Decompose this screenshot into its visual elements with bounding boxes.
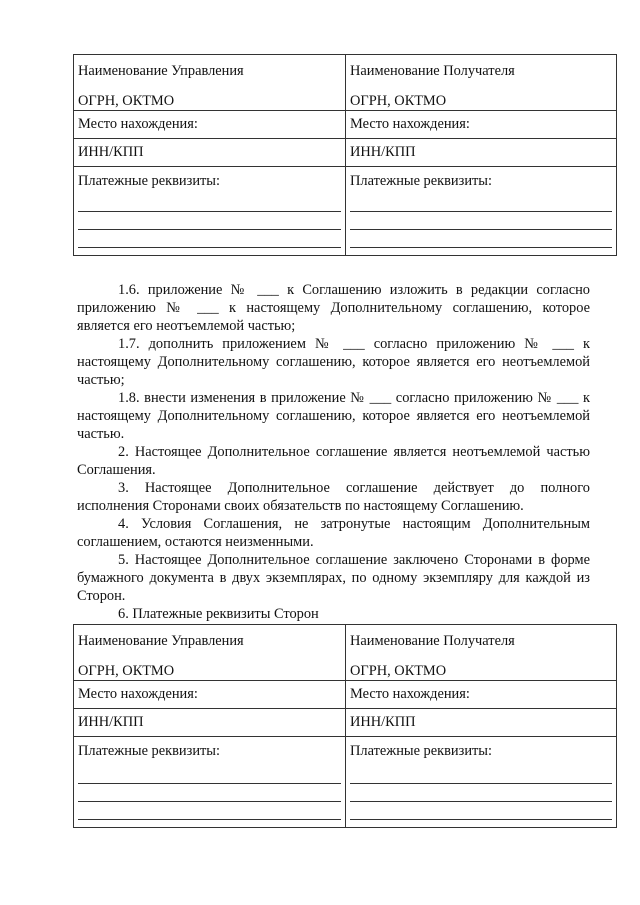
payment-details-label: Платежные реквизиты: — [350, 743, 492, 759]
paragraph-1-7: 1.7. дополнить приложением № ___ согласно приложению № ___ к настоящему Дополнительному соглашению, которое является его неотъемлемой частью; — [77, 336, 590, 388]
location-label: Место нахождения: — [350, 116, 470, 132]
right-location-cell — [346, 111, 617, 139]
fill-line — [350, 801, 612, 802]
fill-line — [78, 247, 341, 248]
inn-kpp-label: ИНН/КПП — [78, 714, 144, 730]
left-name-cell — [74, 625, 346, 681]
left-inn-cell — [74, 139, 346, 167]
left-location-cell — [74, 111, 346, 139]
fill-line — [78, 783, 341, 784]
payment-details-label: Платежные реквизиты: — [350, 173, 492, 189]
fill-line — [78, 211, 341, 212]
recipient-name-label: Наименование Получателя — [350, 633, 515, 649]
ogrn-oktmo-label: ОГРН, ОКТМО — [78, 93, 175, 109]
left-location-cell — [74, 681, 346, 709]
ogrn-oktmo-label: ОГРН, ОКТМО — [350, 93, 447, 109]
fill-line — [78, 801, 341, 802]
fill-line — [350, 783, 612, 784]
fill-line — [350, 211, 612, 212]
paragraph-3: 3. Настоящее Дополнительное соглашение действует до полного исполнения Сторонами своих обязательств по настоящему Соглашению. — [77, 480, 590, 514]
fill-line — [78, 819, 341, 820]
right-name-cell — [346, 55, 617, 111]
paragraph-1-8: 1.8. внести изменения в приложение № ___ согласно приложению № ___ к настоящему Дополнительному соглашению, которое является его неотъемлемой частью. — [77, 390, 590, 442]
inn-kpp-label: ИНН/КПП — [350, 144, 416, 160]
left-payment-cell — [74, 167, 346, 256]
location-label: Место нахождения: — [350, 686, 470, 702]
ogrn-oktmo-label: ОГРН, ОКТМО — [350, 663, 447, 679]
right-payment-cell — [346, 167, 617, 256]
recipient-name-label: Наименование Получателя — [350, 63, 515, 79]
paragraph-2: 2. Настоящее Дополнительное соглашение является неотъемлемой частью Соглашения. — [77, 444, 590, 478]
requisites-table-bottom — [73, 624, 617, 828]
fill-line — [78, 229, 341, 230]
management-name-label: Наименование Управления — [78, 633, 244, 649]
right-name-cell — [346, 625, 617, 681]
location-label: Место нахождения: — [78, 686, 198, 702]
right-payment-cell — [346, 737, 617, 828]
right-location-cell — [346, 681, 617, 709]
left-inn-cell — [74, 709, 346, 737]
left-name-cell — [74, 55, 346, 111]
management-name-label: Наименование Управления — [78, 63, 244, 79]
payment-details-label: Платежные реквизиты: — [78, 743, 220, 759]
ogrn-oktmo-label: ОГРН, ОКТМО — [78, 663, 175, 679]
right-inn-cell — [346, 139, 617, 167]
left-payment-cell — [74, 737, 346, 828]
agreement-body-text — [77, 281, 590, 623]
fill-line — [350, 229, 612, 230]
fill-line — [350, 247, 612, 248]
requisites-table-top — [73, 54, 617, 256]
paragraph-1-6: 1.6. приложение № ___ к Соглашению изложить в редакции согласно приложению № ___ к настоящему Дополнительному соглашению, которое является его неотъемлемой частью; — [77, 282, 590, 334]
fill-line — [350, 819, 612, 820]
paragraph-4: 4. Условия Соглашения, не затронутые настоящим Дополнительным соглашением, остаются неизменными. — [77, 516, 590, 550]
location-label: Место нахождения: — [78, 116, 198, 132]
paragraph-6: 6. Платежные реквизиты Сторон — [118, 606, 319, 622]
inn-kpp-label: ИНН/КПП — [350, 714, 416, 730]
paragraph-5: 5. Настоящее Дополнительное соглашение заключено Сторонами в форме бумажного документа в двух экземплярах, по одному экземпляру для каждой из Сторон. — [77, 552, 590, 604]
inn-kpp-label: ИНН/КПП — [78, 144, 144, 160]
right-inn-cell — [346, 709, 617, 737]
payment-details-label: Платежные реквизиты: — [78, 173, 220, 189]
